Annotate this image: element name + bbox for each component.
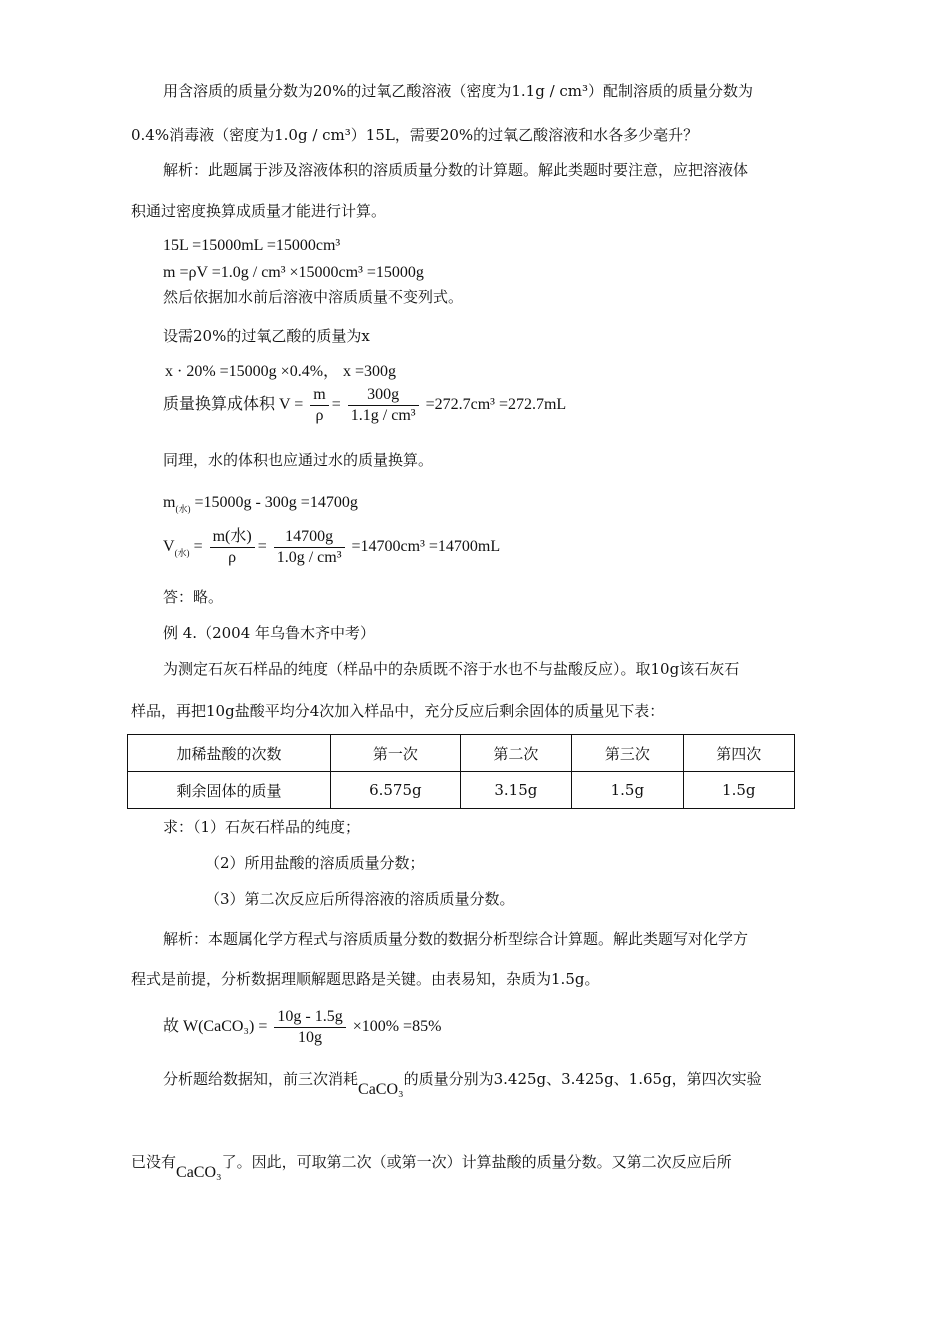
paragraph-analysis2-line1: 解析：本题属化学方程式与溶质质量分数的数据分析型综合计算题。解此类题写对化学方 bbox=[163, 930, 749, 948]
paragraph-analysis-line2: 积通过密度换算成质量才能进行计算。 bbox=[131, 202, 387, 220]
fraction-denominator: ρ bbox=[228, 549, 237, 566]
paragraph-analysis2-line2: 程式是前提，分析数据理顺解题思路是关键。由表易知，杂质为1.5g。 bbox=[131, 970, 600, 988]
table-row bbox=[128, 772, 795, 809]
water-subscript: (水) bbox=[175, 504, 191, 514]
equation-result: =14700cm³ =14700mL bbox=[351, 538, 501, 556]
paragraph-analysis-line1: 解析：此题属于涉及溶液体积的溶质质量分数的计算题。解此类题时要注意，应把溶液体 bbox=[163, 161, 749, 179]
fraction-denominator: 1.1g / cm³ bbox=[350, 407, 416, 424]
table-cell: 1.5g bbox=[572, 772, 683, 809]
answer-line: 答：略。 bbox=[163, 588, 224, 606]
fraction-denominator: ρ bbox=[315, 407, 324, 424]
equation-prefix: 故 W(CaCO₃) = bbox=[163, 1018, 268, 1036]
table-header-cell: 第三次 bbox=[572, 735, 683, 772]
equation-water-volume: $V_{(水)}$ = $\frac{\text{m(水)}}{\rho}$ = $\frac{14700g}{\text{1.0g / cm³}}$ =14700cm³ =14700mL bbox=[163, 528, 501, 566]
equation-result: =15000g - 300g =14700g bbox=[194, 494, 358, 511]
paragraph-data-analysis-line2 bbox=[131, 1152, 732, 1181]
water-subscript: (水) bbox=[174, 548, 190, 559]
formula-caco3: CaCO₃ bbox=[358, 1081, 404, 1098]
text-segment: 已没有 bbox=[131, 1153, 177, 1171]
example-title: 例 4.（2004 年乌鲁木齐中考） bbox=[163, 624, 376, 642]
fraction-numerator: 10g - 1.5g bbox=[274, 1007, 345, 1028]
question-1: 求：（1）石灰石样品的纯度； bbox=[163, 818, 361, 836]
fraction-water-mass-over-rho bbox=[210, 527, 255, 568]
equation-result: ×100% =85% bbox=[352, 1018, 442, 1036]
text-segment: 分析题给数据知，前三次消耗 bbox=[163, 1070, 359, 1088]
equation-volume-conversion: 15L =15000mL =15000cm³ bbox=[163, 237, 341, 254]
fraction-numerator: 14700g bbox=[274, 527, 345, 548]
table-cell: 3.15g bbox=[460, 772, 571, 809]
equation-water-mass: $m_{(水)} =15000g - 300g =14700g$ bbox=[163, 494, 358, 514]
equation-purity bbox=[163, 1007, 441, 1048]
fraction-m-over-rho bbox=[310, 385, 328, 426]
table-header-cell: 第二次 bbox=[460, 735, 571, 772]
paragraph-water-volume: 同理，水的体积也应通过水的质量换算。 bbox=[163, 451, 434, 469]
fraction-numerator: 300g bbox=[348, 385, 419, 406]
table-header-cell: 加稀盐酸的次数 bbox=[128, 735, 331, 772]
equation-mass-calculation: m =ρV =1.0g / cm³ ×15000cm³ =15000g bbox=[163, 264, 424, 281]
table-cell: 6.575g bbox=[331, 772, 461, 809]
table-header-cell: 第四次 bbox=[683, 735, 794, 772]
paragraph-set-variable: 设需20%的过氧乙酸的质量为x bbox=[163, 327, 370, 345]
text-segment: 了。因此，可取第二次（或第一次）计算盐酸的质量分数。又第二次反应后所 bbox=[221, 1153, 732, 1171]
paragraph-example-line1: 为测定石灰石样品的纯度（样品中的杂质既不溶于水也不与盐酸反应）。取10g该石灰石 bbox=[163, 660, 740, 678]
paragraph-example-line2: 样品，再把10g盐酸平均分4次加入样品中，充分反应后剩余固体的质量见下表： bbox=[131, 702, 665, 720]
fraction-numerator: m bbox=[310, 385, 328, 406]
equation-result: =272.7cm³ =272.7mL bbox=[425, 396, 567, 414]
text-segment: 的质量分别为3.425g、3.425g、1.65g，第四次实验 bbox=[403, 1070, 762, 1088]
fraction-numerator: m(水) bbox=[210, 527, 255, 548]
equation-volume-of-acid: 质量换算成体积 V = $\frac{m}{\rho}$ = $\frac{300g}{\text{1.1g / cm³}}$ =272.7cm³ =272.7mL bbox=[163, 386, 567, 424]
question-3: （3）第二次反应后所得溶液的溶质质量分数。 bbox=[205, 890, 515, 908]
table-header-cell: 第一次 bbox=[331, 735, 461, 772]
fraction-14700g-over-density bbox=[274, 527, 345, 568]
equation-prefix: 质量换算成体积 V = bbox=[163, 396, 304, 414]
paragraph-problem-line2: 0.4%消毒液（密度为1.0g / cm³）15L，需要20%的过氧乙酸溶液和水各多少毫升？ bbox=[131, 126, 699, 144]
paragraph-problem-line1: 用含溶质的质量分数为20%的过氧乙酸溶液（密度为1.1g / cm³）配制溶质的质量分数为 bbox=[163, 82, 754, 100]
formula-caco3: CaCO₃ bbox=[176, 1164, 222, 1181]
question-2: （2）所用盐酸的溶质质量分数； bbox=[205, 854, 425, 872]
table-row bbox=[128, 735, 795, 772]
paragraph-data-analysis-line1 bbox=[163, 1069, 762, 1098]
paragraph-solution-note: 然后依据加水前后溶液中溶质质量不变列式。 bbox=[163, 288, 464, 306]
fraction-denominator: 1.0g / cm³ bbox=[276, 549, 342, 566]
fraction-300g-over-density bbox=[348, 385, 419, 426]
data-table bbox=[127, 734, 795, 809]
fraction-denominator: 10g bbox=[298, 1029, 323, 1046]
table-cell: 1.5g bbox=[683, 772, 794, 809]
table-cell: 剩余固体的质量 bbox=[128, 772, 331, 809]
equation-solve-x: x · 20% =15000g ×0.4%， x =300g bbox=[165, 363, 397, 380]
fraction-purity bbox=[274, 1007, 345, 1048]
